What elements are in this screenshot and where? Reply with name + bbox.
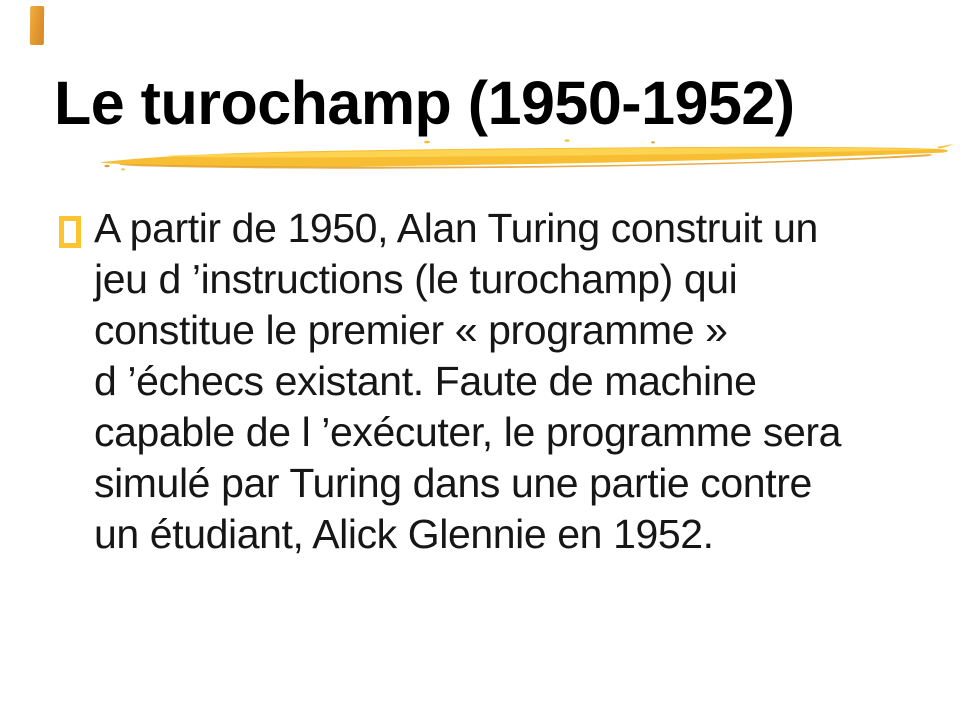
brush-speckle: [651, 141, 655, 143]
paragraph-line: constitue le premier « programme »: [94, 307, 728, 353]
corner-brush-dab-icon: [30, 6, 44, 45]
paragraph-line: A partir de 1950, Alan Turing construit un: [94, 205, 818, 251]
brush-right-flick-path: [937, 144, 954, 149]
brush-speckle: [424, 141, 430, 144]
paragraph-line: un étudiant, Alick Glennie en 1952.: [94, 511, 714, 557]
bullet-paragraph: [94, 203, 924, 560]
paragraph-line: capable de l ’exécuter, le programme sera: [94, 409, 842, 455]
paragraph-line: jeu d ’instructions (le turochamp) qui: [94, 256, 738, 302]
title-underline-brush-icon: [97, 136, 955, 174]
brush-speckle: [121, 168, 125, 170]
slide-title: Le turochamp (1950-1952): [54, 69, 795, 137]
brush-speckle: [104, 165, 109, 167]
paragraph-line: simulé par Turing dans une partie contre: [94, 460, 812, 506]
brush-speckle: [565, 139, 570, 141]
paragraph-line: d ’échecs existant. Faute de machine: [94, 358, 757, 404]
hollow-square-bullet-icon: [59, 216, 81, 248]
